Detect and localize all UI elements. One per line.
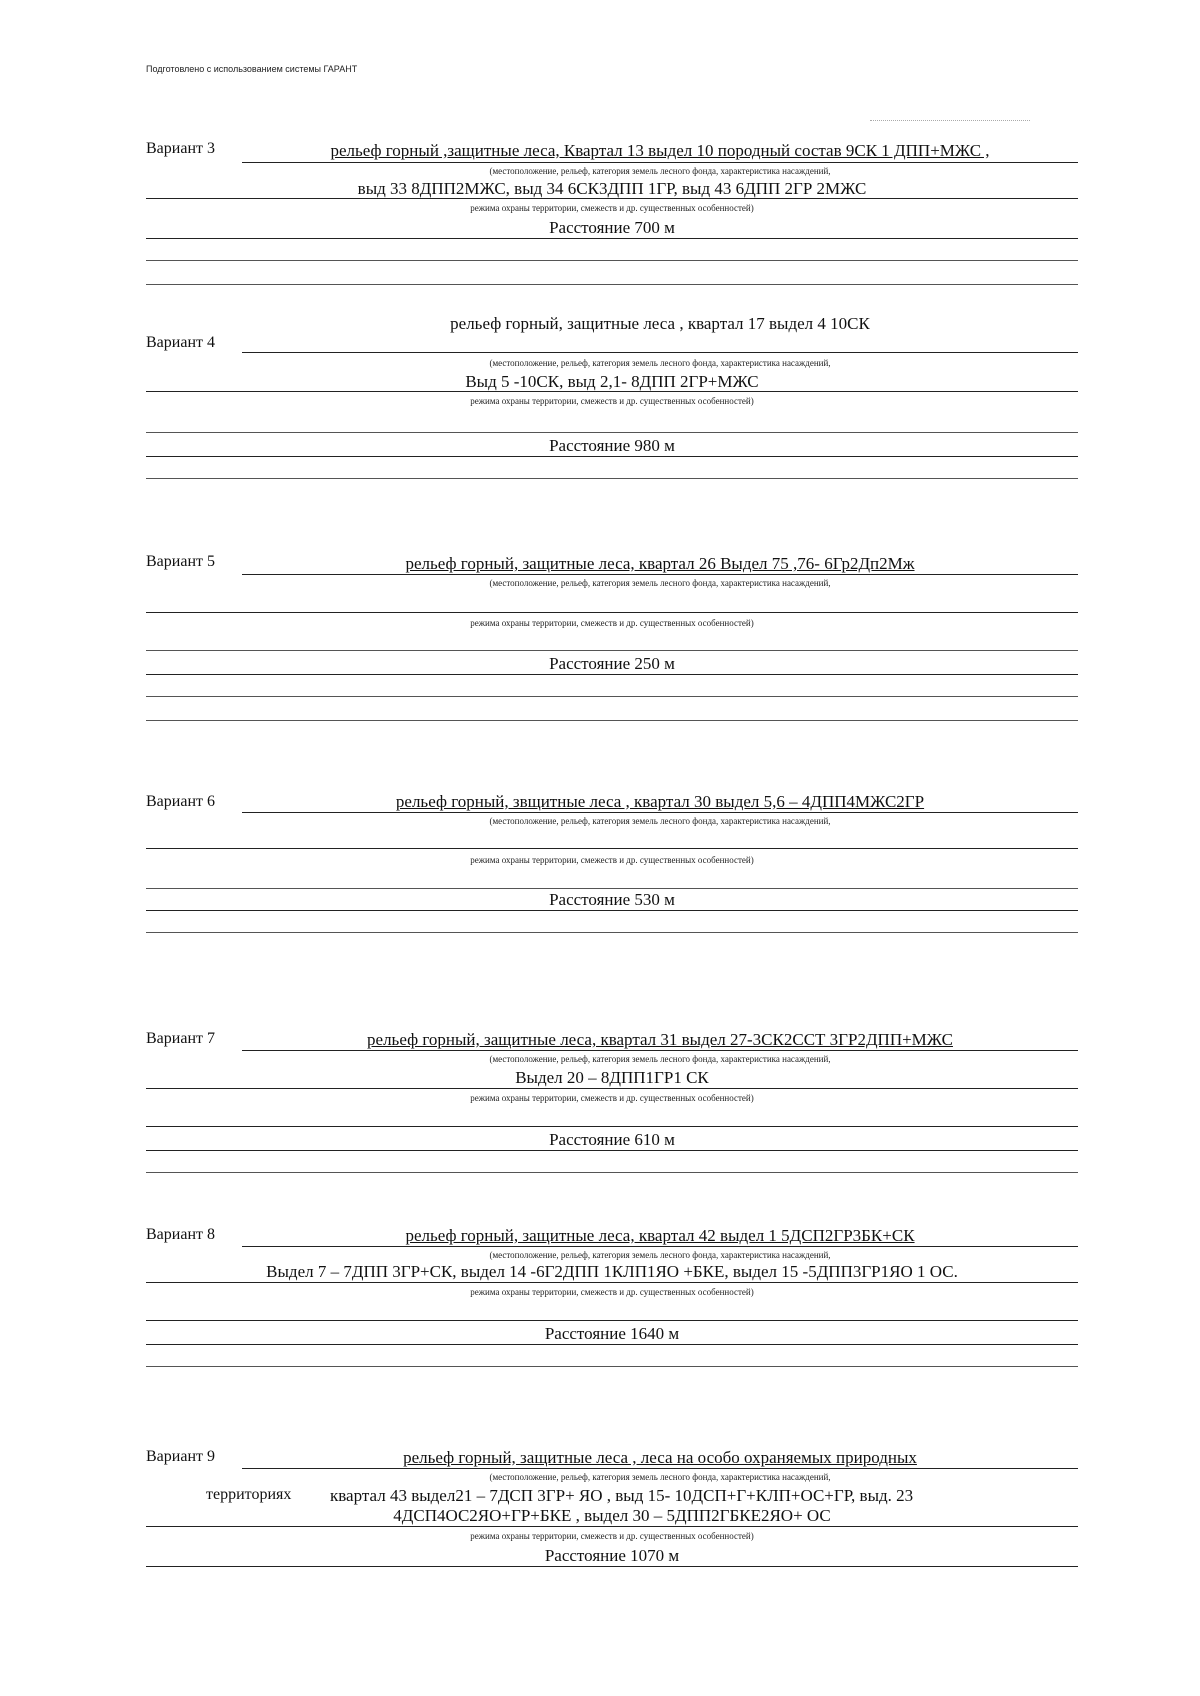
field-caption: режима охраны территории, смежеств и др. существенных особенностей)	[470, 618, 754, 628]
variant-label: Вариант 9	[146, 1448, 215, 1465]
source-header: Подготовлено с использованием системы ГАРАНТ	[146, 64, 358, 74]
field-line	[146, 1344, 1078, 1345]
field-line	[146, 478, 1078, 479]
field-line	[146, 848, 1078, 849]
variant-distance: Расстояние 530 м	[549, 890, 675, 909]
field-caption: (местоположение, рельеф, категория земель лесного фонда, характеристика насаждений,	[489, 166, 831, 176]
variant-description: рельеф горный, звщитные леса , квартал 30 выдел 5,6 – 4ДПП4МЖС2ГР	[395, 792, 925, 811]
variant-distance: Расстояние 610 м	[549, 1130, 675, 1149]
field-line	[242, 574, 1078, 575]
variant-label: Вариант 7	[146, 1030, 215, 1047]
field-line	[242, 812, 1078, 813]
variant-distance: Расстояние 700 м	[549, 218, 675, 237]
field-line	[242, 162, 1078, 163]
field-line	[146, 1172, 1078, 1173]
field-line	[242, 352, 1078, 353]
variant-description: рельеф горный, защитные леса, квартал 42 выдел 1 5ДСП2ГР3БК+СК	[405, 1226, 915, 1245]
field-caption: (местоположение, рельеф, категория земель лесного фонда, характеристика насаждений,	[489, 1250, 831, 1260]
field-line	[242, 1468, 1078, 1469]
field-caption: режима охраны территории, смежеств и др. существенных особенностей)	[470, 1093, 754, 1103]
field-caption: (местоположение, рельеф, категория земель лесного фонда, характеристика насаждений,	[489, 358, 831, 368]
variant-continuation: выд 33 8ДПП2МЖС, выд 34 6СК3ДПП 1ГР, выд 43 6ДПП 2ГР 2МЖС	[357, 179, 867, 198]
scan-artifact	[870, 120, 1030, 122]
variant-continuation-left: территориях	[206, 1486, 292, 1503]
field-caption: (местоположение, рельеф, категория земель лесного фонда, характеристика насаждений,	[489, 1054, 831, 1064]
field-line	[146, 1088, 1078, 1089]
variant-label: Вариант 6	[146, 793, 215, 810]
field-caption: (местоположение, рельеф, категория земель лесного фонда, характеристика насаждений,	[489, 816, 831, 826]
field-line	[146, 910, 1078, 911]
field-line	[146, 284, 1078, 285]
field-caption: режима охраны территории, смежеств и др. существенных особенностей)	[470, 1531, 754, 1541]
field-line	[146, 1282, 1078, 1283]
variant-label: Вариант 4	[146, 334, 215, 351]
field-line	[146, 720, 1078, 721]
variant-description: рельеф горный ,защитные леса, Квартал 13 выдел 10 породный состав 9СК 1 ДПП+МЖС ,	[330, 141, 990, 160]
variant-continuation: квартал 43 выдел21 – 7ДСП 3ГР+ ЯО , выд 15- 10ДСП+Г+КЛП+ОС+ГР, выд. 23	[330, 1486, 914, 1505]
variant-description: рельеф горный, защитные леса , леса на особо охраняемых природных	[403, 1448, 917, 1467]
variant-distance: Расстояние 980 м	[549, 436, 675, 455]
variant-continuation: Выдел 20 – 8ДПП1ГР1 СК	[515, 1068, 709, 1087]
field-line	[146, 1150, 1078, 1151]
field-line	[146, 1126, 1078, 1127]
field-caption: (местоположение, рельеф, категория земель лесного фонда, характеристика насаждений,	[489, 578, 831, 588]
field-line	[242, 1246, 1078, 1247]
field-line	[146, 1320, 1078, 1321]
field-line	[146, 1566, 1078, 1567]
field-caption: режима охраны территории, смежеств и др. существенных особенностей)	[470, 396, 754, 406]
variant-label: Вариант 5	[146, 553, 215, 570]
field-line	[146, 1366, 1078, 1367]
variant-description: рельеф горный, защитные леса, квартал 26 Выдел 75 ,76- 6Гр2Дп2Мж	[405, 554, 915, 573]
variant-distance: Расстояние 250 м	[549, 654, 675, 673]
field-caption: режима охраны территории, смежеств и др. существенных особенностей)	[470, 855, 754, 865]
variant-description: рельеф горный, защитные леса, квартал 31 выдел 27-3СК2ССТ 3ГР2ДПП+МЖС	[367, 1030, 953, 1049]
variant-distance: Расстояние 1070 м	[544, 1546, 680, 1565]
variant-label: Вариант 8	[146, 1226, 215, 1243]
variant-label: Вариант 3	[146, 140, 215, 157]
variant-continuation: Выд 5 -10СК, выд 2,1- 8ДПП 2ГР+МЖС	[465, 372, 759, 391]
field-caption: режима охраны территории, смежеств и др. существенных особенностей)	[470, 203, 754, 213]
variant-distance: Расстояние 1640 м	[544, 1324, 680, 1343]
field-line	[242, 1050, 1078, 1051]
field-line	[146, 612, 1078, 613]
field-line	[146, 238, 1078, 239]
variant-continuation: Выдел 7 – 7ДПП 3ГР+СК, выдел 14 -6Г2ДПП 1КЛП1ЯО +БКЕ, выдел 15 -5ДПП3ГР1ЯО 1 ОС.	[266, 1262, 958, 1281]
field-line	[146, 456, 1078, 457]
field-line	[146, 1526, 1078, 1527]
field-line	[146, 674, 1078, 675]
field-line	[146, 932, 1078, 933]
field-line	[146, 888, 1078, 889]
field-line	[146, 260, 1078, 261]
field-line	[146, 432, 1078, 433]
variant-description: рельеф горный, защитные леса , квартал 17 выдел 4 10СК	[450, 314, 870, 333]
field-line	[146, 696, 1078, 697]
field-caption: (местоположение, рельеф, категория земель лесного фонда, характеристика насаждений,	[489, 1472, 831, 1482]
variant-continuation-2: 4ДСП4ОС2ЯО+ГР+БКЕ , выдел 30 – 5ДПП2ГБКЕ2ЯО+ ОС	[393, 1506, 831, 1525]
field-line	[146, 650, 1078, 651]
field-caption: режима охраны территории, смежеств и др. существенных особенностей)	[470, 1287, 754, 1297]
